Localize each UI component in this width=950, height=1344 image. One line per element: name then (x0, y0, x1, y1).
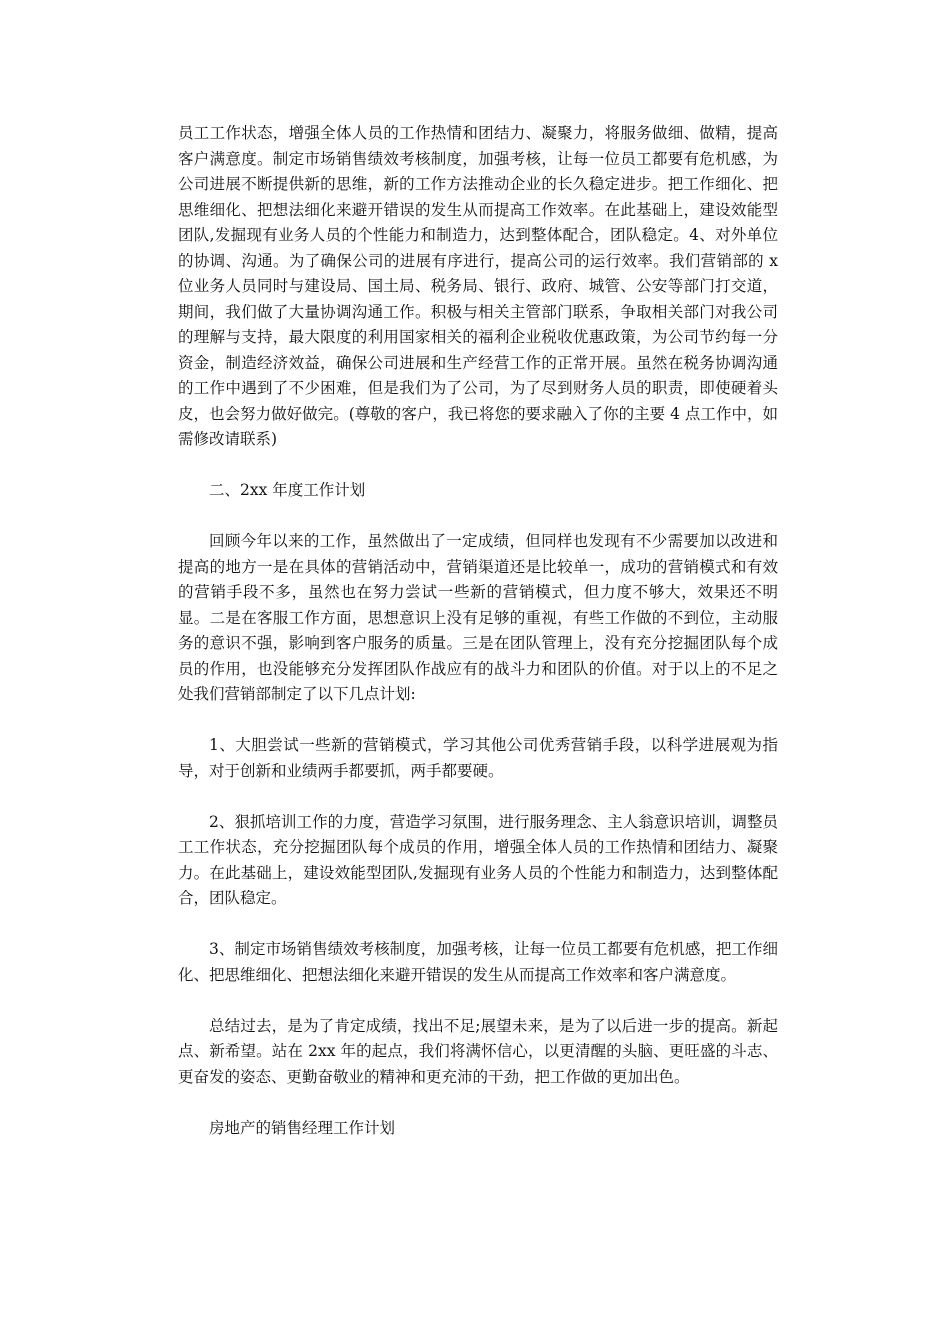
section-heading-annual-plan: 二、2xx 年度工作计划 (209, 481, 366, 499)
next-document-title: 房地产的销售经理工作计划 (209, 1118, 396, 1137)
document-body (178, 121, 778, 1167)
paragraph-review: 回顾今年以来的工作，虽然做出了一定成绩，但同样也发现有不少需要加以改进和提高的地方一是在具体的营销活动中，营销渠道还是比较单一，成功的营销模式和有效的营销手段不多，虽然也在努力尝试一些新的营销模式，但力度不够大，效果还不明显。二是在客服工作方面，思想意识上没有足够的重视，有些工作做的不到位，主动服务的意识不强，影响到客户服务的质量。三是在团队管理上，没有充分挖掘团队每个成员的作用，也没能够充分发挥团队作战应有的战斗力和团队的价值。对于以上的不足之处我们营销部制定了以下几点计划: (178, 532, 778, 703)
paragraph-conclusion: 总结过去，是为了肯定成绩，找出不足;展望未来，是为了以后进一步的提高。新起点、新希望。站在 2xx 年的起点，我们将满怀信心，以更清醒的头脑、更旺盛的斗志、更奋发的姿态、更勤奋敬业的精神和更充沛的干劲，把工作做的更加出色。 (178, 1016, 778, 1086)
paragraph-continued-work-summary: 员工工作状态，增强全体人员的工作热情和团结力、凝聚力，将服务做细、做精，提高客户满意度。制定市场销售绩效考核制度，加强考核，让每一位员工都要有危机感，为公司进展不断提供新的思维，新的工作方法推动企业的长久稳定进步。把工作细化、把思维细化、把想法细化来避开错误的发生从而提高工作效率。在此基础上，建设效能型团队,发掘现有业务人员的个性能力和制造力，达到整体配合，团队稳定。4、对外单位的协调、沟通。为了确保公司的进展有序进行，提高公司的运行效率。我们营销部的 x 位业务人员同时与建设局、国土局、税务局、银行、政府、城管、公安等部门打交道，期间，我们做了大量协调沟通工作。积极与相关主管部门联系，争取相关部门对我公司的理解与支持，最大限度的利用国家相关的福利企业税收优惠政策，为公司节约每一分资金，制造经济效益，确保公司进展和生产经营工作的正常开展。虽然在税务协调沟通的工作中遇到了不少困难，但是我们为了公司，为了尽到财务人员的职责，即使硬着头皮，也会努力做好做完。(尊敬的客户，我已将您的要求融入了你的主要 4 点工作中，如需修改请联系) (178, 124, 778, 448)
plan-item-2: 2、狠抓培训工作的力度，营造学习氛围，进行服务理念、主人翁意识培训，调整员工工作状态，充分挖掘团队每个成员的作用，增强全体人员的工作热情和团结力、凝聚力。在此基础上，建设效能型团队,发掘现有业务人员的个性能力和制造力，达到整体配合，团队稳定。 (178, 812, 778, 907)
plan-item-3: 3、制定市场销售绩效考核制度，加强考核，让每一位员工都要有危机感，把工作细化、把思维细化、把想法细化来避开错误的发生从而提高工作效率和客户满意度。 (178, 940, 778, 984)
plan-item-1: 1、大胆尝试一些新的营销模式，学习其他公司优秀营销手段，以科学进展观为指导，对于创新和业绩两手都要抓，两手都要硬。 (178, 736, 778, 780)
